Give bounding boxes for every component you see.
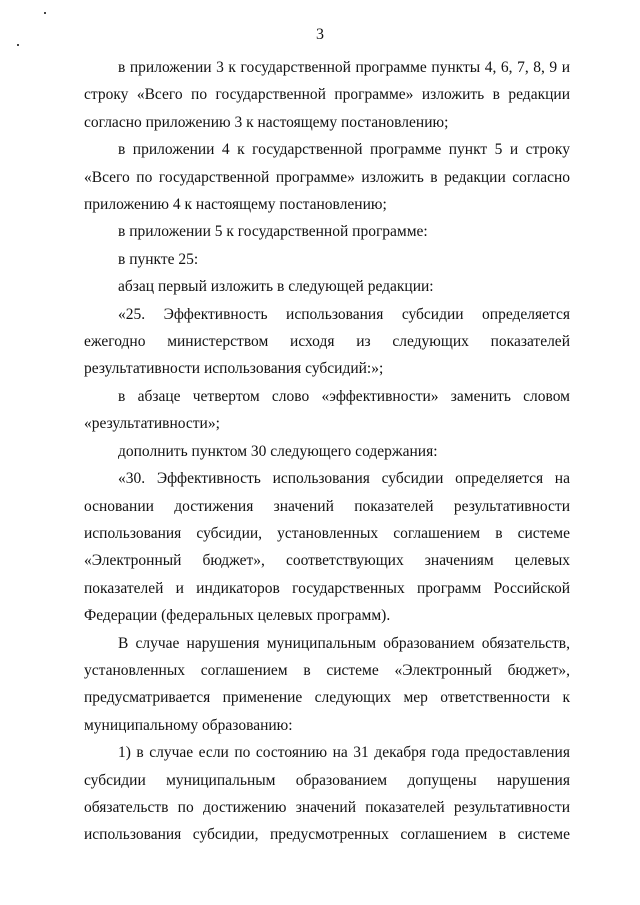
paragraph: в пункте 25: [118, 250, 199, 268]
paragraph: в приложении 4 к государственной программе пункт 5 и строку «Всего по государственной программе» изложить в редакции согласно приложению 4 к настоящему постановлению; [84, 141, 570, 214]
paragraph: в приложении 3 к государственной программе пункты 4, 6, 7, 8, 9 и строку «Всего по государственной программе» изложить в редакции согласно приложению 3 к настоящему постановлению; [84, 59, 570, 131]
scan-mark [44, 12, 46, 14]
paragraph: 1) в случае если по состоянию на 31 декабря года предоставления субсидии муниципальным образованием допущены нарушения обязательств по достижению значений показателей результативности использования субсидии, предусмотренных соглашением в системе [84, 744, 570, 844]
paragraph: в приложении 5 к государственной программе: [118, 223, 428, 241]
page-number: 3 [316, 26, 324, 43]
paragraph: «25. Эффективность использования субсидии определяется ежегодно министерством исходя из следующих показателей результативности использования субсидий:»; [84, 305, 570, 378]
paragraph: В случае нарушения муниципальным образованием обязательств, установленных соглашением в системе «Электронный бюджет», предусматривается применение следующих мер ответственности к муниципальному образованию: [84, 634, 570, 734]
paragraph: дополнить пунктом 30 следующего содержания: [118, 442, 438, 460]
paragraph: «30. Эффективность использования субсидии определяется на основании достижения значений показателей результативности использования субсидии, установленных соглашением в системе «Электронный бюджет», соответствующих значениям целевых показателей и индикаторов государственных программ Российской Федерации (федеральных целевых программ). [84, 470, 570, 625]
scan-mark [17, 44, 19, 46]
paragraph: абзац первый изложить в следующей редакции: [118, 278, 434, 296]
document-body [84, 54, 570, 849]
paragraph: в абзаце четвертом слово «эффективности» заменить словом «результативности»; [84, 387, 570, 433]
